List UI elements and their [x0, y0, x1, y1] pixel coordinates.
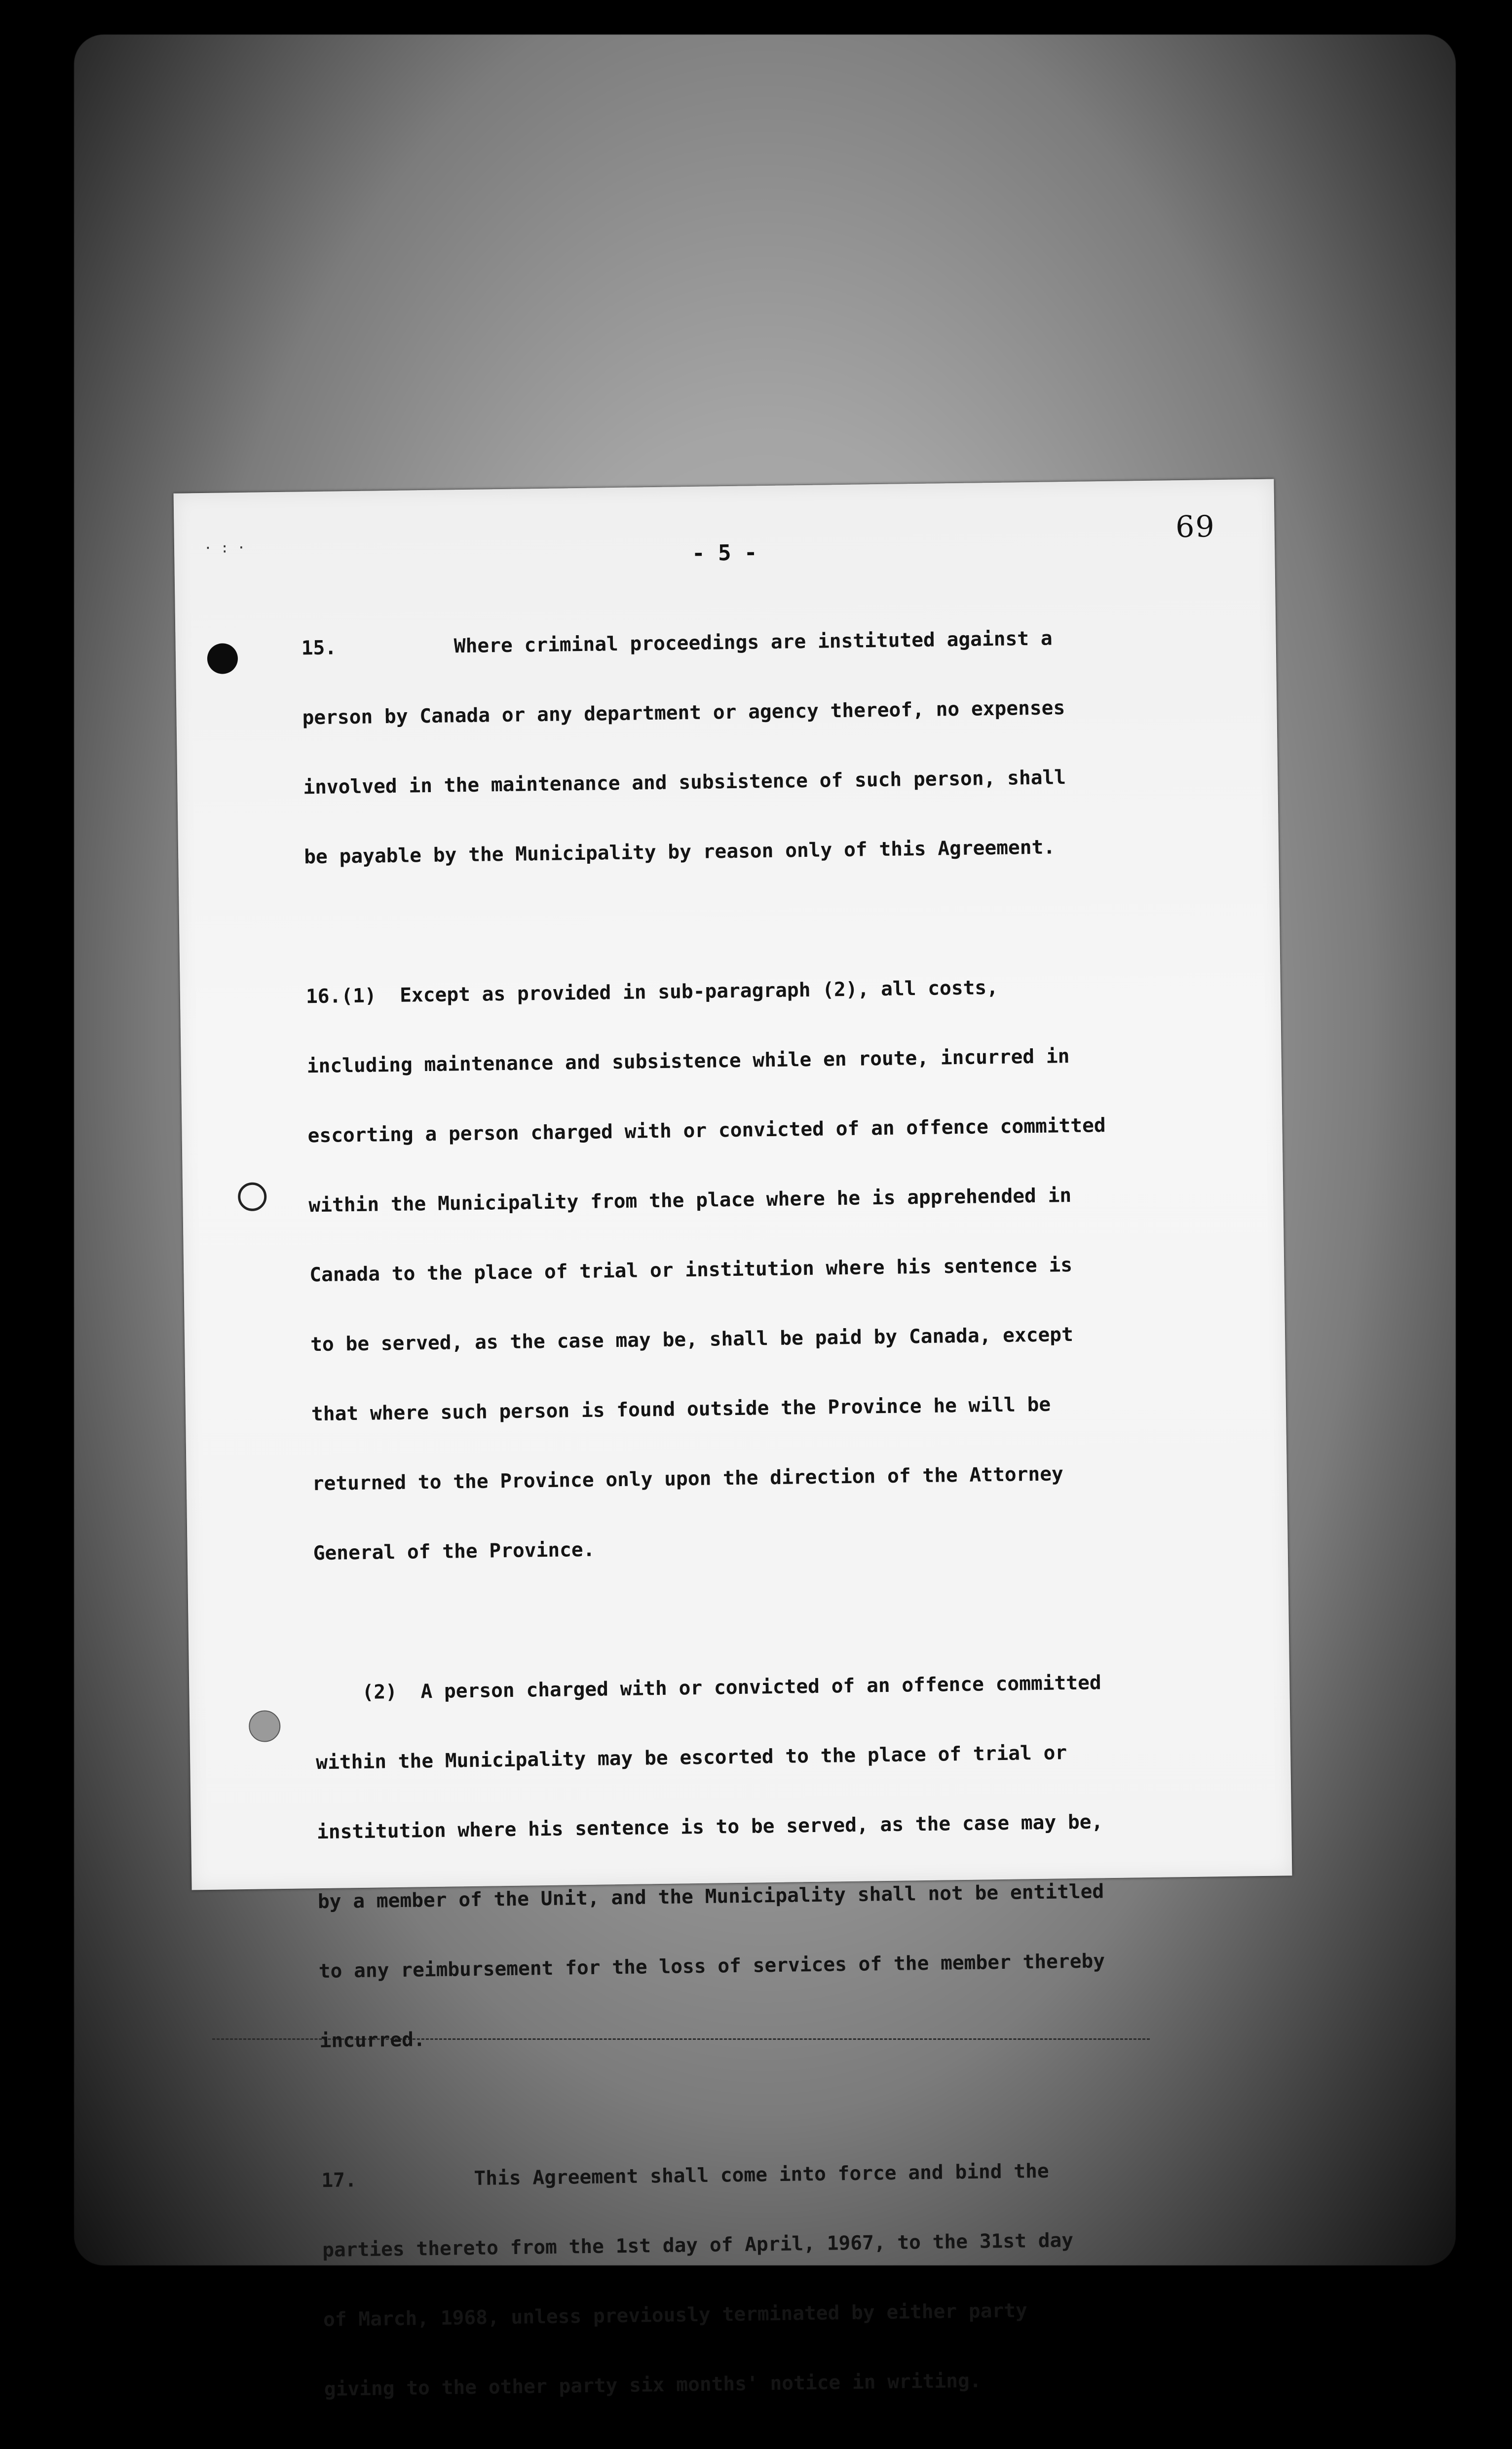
- text-line: involved in the maintenance and subsistence of such person, shall: [303, 766, 1066, 799]
- text-line: be payable by the Municipality by reason only of this Agreement.: [303, 836, 1056, 869]
- text-line: including maintenance and subsistence while en route, incurred in: [306, 1045, 1070, 1078]
- document-body: [301, 579, 1213, 2448]
- text-line: to any reimbursement for the loss of services of the member thereby: [318, 1950, 1105, 1983]
- text-line: within the Municipality may be escorted to the place of trial or: [315, 1741, 1067, 1774]
- text-line: institution where his sentence is to be served, as the case may be,: [316, 1810, 1103, 1844]
- text-line: to be served, as the case may be, shall be paid by Canada, except: [310, 1323, 1074, 1356]
- text-line: (2) A person charged with or convicted of an offence committed: [315, 1671, 1101, 1705]
- punch-hole-bottom: [249, 1710, 281, 1742]
- text-line: 16.(1) Except as provided in sub-paragraph (2), all costs,: [305, 976, 999, 1008]
- text-line: within the Municipality from the place where he is apprehended in: [308, 1184, 1072, 1217]
- text-line: 15. Where criminal proceedings are instituted against a: [301, 627, 1053, 660]
- text-line: giving to the other party six months' notice in writing.: [324, 2369, 982, 2401]
- document-page: [174, 479, 1292, 2401]
- text-line: incurred.: [319, 2028, 425, 2053]
- text-line: that where such person is found outside the Province he will be: [311, 1393, 1051, 1426]
- punch-hole-top: [207, 643, 238, 674]
- text-line: escorting a person charged with or convicted of an offence committed: [307, 1114, 1106, 1148]
- paragraph-16-1: [305, 927, 1202, 1611]
- page-number: - 5 -: [691, 540, 757, 566]
- paragraph-17: [321, 2111, 1213, 2448]
- paragraph-16-2: [314, 1624, 1209, 2099]
- text-line: person by Canada or any department or agency thereof, no expenses: [302, 696, 1065, 729]
- text-line: by a member of the Unit, and the Municipality shall not be entitled: [317, 1880, 1104, 1913]
- margin-marks: · : ·: [203, 539, 246, 556]
- text-line: Canada to the place of trial or institution where his sentence is: [309, 1254, 1073, 1287]
- text-line: of March, 1968, unless previously terminated by either party: [323, 2299, 1028, 2332]
- text-line: returned to the Province only upon the direction of the Attorney: [312, 1462, 1064, 1495]
- text-line: 17. This Agreement shall come into force and bind the: [321, 2159, 1049, 2192]
- text-line: General of the Province.: [313, 1538, 595, 1565]
- paragraph-15: [301, 579, 1193, 916]
- folio-number: 69: [1175, 509, 1216, 545]
- text-line: parties thereto from the 1st day of April, 1967, to the 31st day: [322, 2229, 1074, 2262]
- punch-hole-middle: [238, 1182, 267, 1211]
